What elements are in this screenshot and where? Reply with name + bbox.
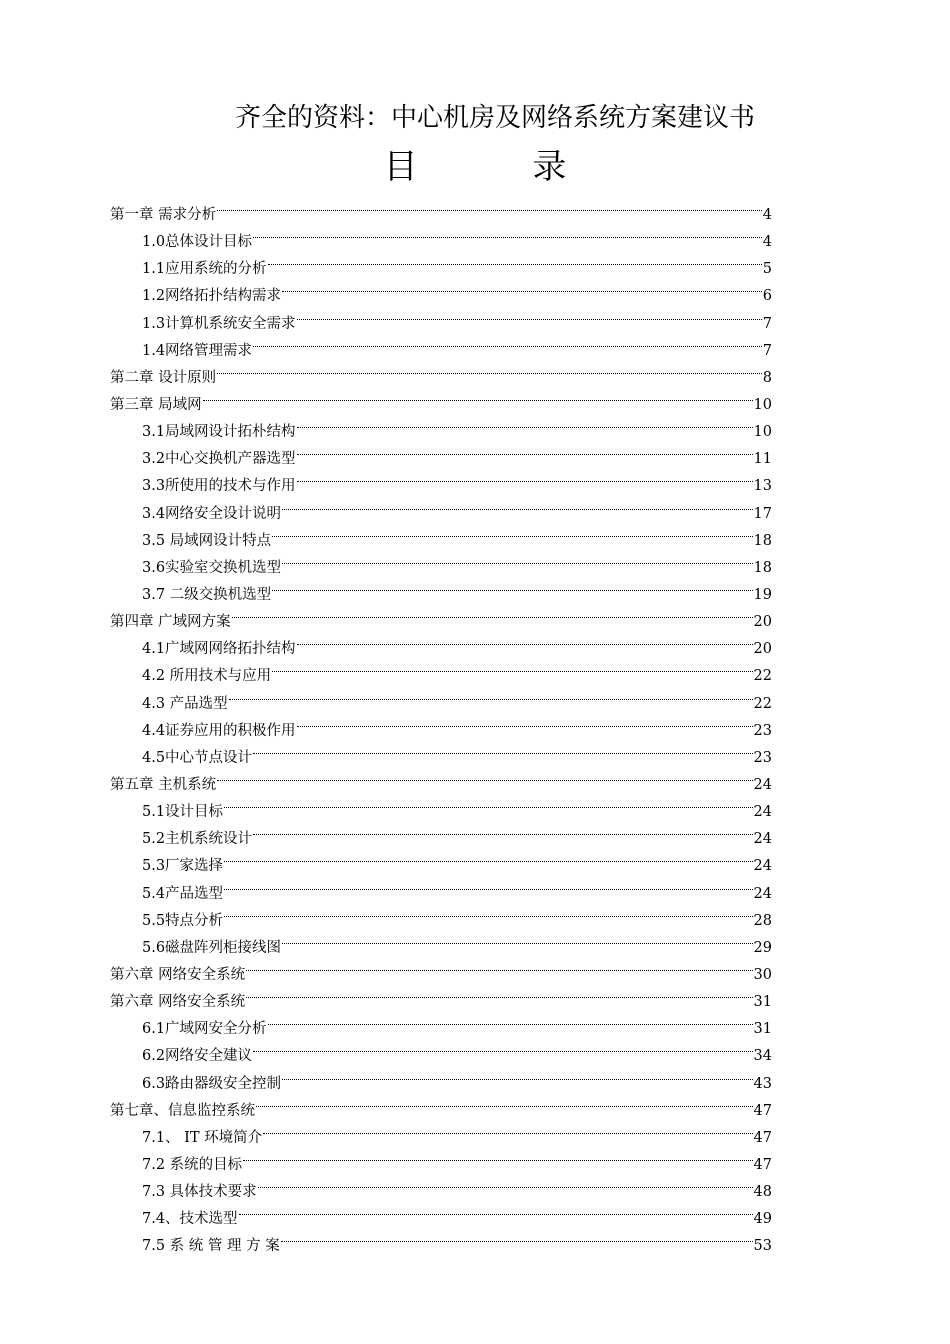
toc-dot-leader bbox=[229, 681, 753, 708]
table-of-contents bbox=[110, 192, 772, 1255]
toc-dot-leader bbox=[246, 979, 752, 1006]
toc-dot-leader bbox=[217, 355, 762, 382]
toc-entry-page: 28 bbox=[753, 912, 772, 929]
toc-entry-page: 10 bbox=[753, 396, 772, 413]
toc-entry-page: 6 bbox=[762, 288, 772, 305]
toc-dot-leader bbox=[253, 219, 762, 246]
toc-entry-label: 5.6磁盘阵列柜接线图 bbox=[142, 939, 282, 956]
toc-entry-label: 7.5 系 统 管 理 方 案 bbox=[142, 1238, 280, 1255]
toc-entry-page: 22 bbox=[753, 695, 772, 712]
toc-dot-leader bbox=[232, 599, 753, 626]
toc-dot-leader bbox=[253, 1033, 752, 1060]
toc-dot-leader bbox=[297, 436, 753, 463]
toc-entry-label: 1.4网络管理需求 bbox=[142, 342, 253, 359]
toc-entry-page: 20 bbox=[753, 641, 772, 658]
toc-entry-page: 7 bbox=[762, 315, 772, 332]
toc-entry-label: 3.5 局域网设计特点 bbox=[142, 532, 272, 549]
toc-entry-label: 3.3所使用的技术与作用 bbox=[142, 478, 296, 495]
toc-entry-label: 第二章 设计原则 bbox=[110, 369, 217, 386]
toc-entry-label: 1.1应用系统的分析 bbox=[142, 261, 267, 278]
toc-entry-page: 24 bbox=[753, 858, 772, 875]
toc-entry-label: 1.2网络拓扑结构需求 bbox=[142, 288, 282, 305]
toc-entry-page: 8 bbox=[762, 369, 772, 386]
toc-entry-label: 1.0总体设计目标 bbox=[142, 234, 253, 251]
toc-entry-label: 4.2 所用技术与应用 bbox=[142, 668, 272, 685]
toc-entry-page: 17 bbox=[753, 505, 772, 522]
toc-dot-leader bbox=[224, 871, 752, 898]
toc-dot-leader bbox=[203, 382, 753, 409]
toc-entry[interactable] bbox=[110, 409, 772, 441]
toc-entry-page: 24 bbox=[753, 885, 772, 902]
toc-entry-page: 20 bbox=[753, 614, 772, 631]
toc-dot-leader bbox=[246, 952, 752, 979]
toc-entry-page: 47 bbox=[753, 1102, 772, 1119]
toc-entry-label: 6.3路由器级安全控制 bbox=[142, 1075, 282, 1092]
toc-entry-page: 18 bbox=[753, 559, 772, 576]
toc-entry-label: 第一章 需求分析 bbox=[110, 207, 217, 223]
toc-dot-leader bbox=[272, 518, 752, 545]
toc-dot-leader bbox=[272, 572, 752, 599]
toc-entry-page: 4 bbox=[762, 234, 772, 251]
toc-entry-page: 30 bbox=[753, 966, 772, 983]
toc-entry-page: 24 bbox=[753, 776, 772, 793]
toc-entry-label: 3.4网络安全设计说明 bbox=[142, 505, 282, 522]
toc-entry-page: 24 bbox=[753, 831, 772, 848]
toc-entry-page: 11 bbox=[753, 451, 772, 468]
toc-entry-page: 13 bbox=[753, 478, 772, 495]
toc-entry-label: 5.4产品选型 bbox=[142, 885, 224, 902]
toc-entry-label: 第四章 广域网方案 bbox=[110, 614, 231, 631]
toc-entry-page: 10 bbox=[753, 424, 772, 441]
toc-dot-leader bbox=[297, 463, 753, 490]
toc-dot-leader bbox=[253, 735, 752, 762]
toc-entry-label: 5.2主机系统设计 bbox=[142, 831, 253, 848]
toc-entry-label: 7.3 具体技术要求 bbox=[142, 1184, 257, 1201]
toc-entry-label: 第五章 主机系统 bbox=[110, 776, 217, 793]
toc-entry-page: 49 bbox=[753, 1211, 772, 1228]
toc-dot-leader bbox=[253, 816, 752, 843]
toc-dot-leader bbox=[297, 626, 753, 653]
toc-dot-leader bbox=[272, 653, 752, 680]
toc-entry-page: 47 bbox=[753, 1156, 772, 1173]
toc-dot-leader bbox=[297, 708, 753, 735]
toc-entry-label: 6.2网络安全建议 bbox=[142, 1048, 253, 1065]
toc-entry-page: 18 bbox=[753, 532, 772, 549]
toc-entry-label: 7.2 系统的目标 bbox=[142, 1156, 243, 1173]
toc-entry-page: 47 bbox=[753, 1129, 772, 1146]
toc-dot-leader bbox=[282, 925, 752, 952]
toc-entry-label: 第三章 局域网 bbox=[110, 396, 202, 413]
toc-dot-leader bbox=[253, 328, 762, 355]
toc-entry-label: 5.5特点分析 bbox=[142, 912, 224, 929]
toc-dot-leader bbox=[217, 762, 752, 789]
toc-entry-label: 3.7 二级交换机选型 bbox=[142, 586, 272, 603]
toc-entry-label: 4.1广域网网络拓扑结构 bbox=[142, 641, 296, 658]
toc-dot-leader bbox=[263, 1115, 752, 1142]
toc-entry-label: 5.1设计目标 bbox=[142, 804, 224, 821]
toc-dot-leader bbox=[239, 1196, 753, 1223]
toc-entry-page: 22 bbox=[753, 668, 772, 685]
toc-dot-leader bbox=[268, 246, 762, 273]
toc-entry-label: 7.4、技术选型 bbox=[142, 1211, 238, 1228]
toc-entry-page: 31 bbox=[753, 994, 772, 1011]
toc-entry-page: 31 bbox=[753, 1021, 772, 1038]
toc-entry-page: 24 bbox=[753, 804, 772, 821]
document-title: 齐全的资料：中心机房及网络系统方案建议书 bbox=[234, 103, 755, 133]
toc-entry-label: 7.1、 IT 环境简介 bbox=[142, 1129, 263, 1146]
toc-dot-leader bbox=[256, 1088, 753, 1115]
toc-entry-label: 第六章 网络安全系统 bbox=[110, 966, 246, 983]
toc-entry-page: 23 bbox=[753, 749, 772, 766]
toc-entry-label: 1.3计算机系统安全需求 bbox=[142, 315, 296, 332]
toc-dot-leader bbox=[281, 1223, 753, 1250]
toc-dot-leader bbox=[282, 273, 762, 300]
toc-entry-page: 23 bbox=[753, 722, 772, 739]
toc-entry-page: 43 bbox=[753, 1075, 772, 1092]
toc-entry-label: 3.1局域网设计拓朴结构 bbox=[142, 424, 296, 441]
toc-dot-leader bbox=[297, 409, 753, 436]
toc-entry-page: 4 bbox=[762, 207, 772, 223]
toc-entry[interactable] bbox=[110, 382, 772, 413]
toc-entry-label: 第六章 网络安全系统 bbox=[110, 994, 246, 1011]
toc-entry-page: 34 bbox=[753, 1048, 772, 1065]
toc-entry-label: 第七章、信息监控系统 bbox=[110, 1102, 255, 1119]
toc-dot-leader bbox=[282, 491, 752, 518]
toc-dot-leader bbox=[243, 1142, 752, 1169]
toc-entry-label: 3.2中心交换机产器选型 bbox=[142, 451, 296, 468]
toc-dot-leader bbox=[224, 898, 752, 925]
toc-entry[interactable] bbox=[110, 192, 772, 223]
toc-entry-page: 5 bbox=[762, 261, 772, 278]
toc-entry-label: 5.3厂家选择 bbox=[142, 858, 224, 875]
toc-entry-label: 4.5中心节点设计 bbox=[142, 749, 253, 766]
toc-entry-page: 53 bbox=[753, 1238, 772, 1255]
toc-dot-leader bbox=[217, 192, 762, 219]
toc-entry-page: 29 bbox=[753, 939, 772, 956]
toc-entry-label: 4.3 产品选型 bbox=[142, 695, 228, 712]
toc-entry-page: 7 bbox=[762, 342, 772, 359]
toc-dot-leader bbox=[282, 545, 752, 572]
toc-dot-leader bbox=[224, 843, 752, 870]
toc-heading: 目 录 bbox=[383, 147, 619, 187]
toc-entry-label: 3.6实验室交换机选型 bbox=[142, 559, 282, 576]
toc-dot-leader bbox=[258, 1169, 753, 1196]
toc-entry-label: 4.4证券应用的积极作用 bbox=[142, 722, 296, 739]
toc-entry-page: 19 bbox=[753, 586, 772, 603]
toc-entry-page: 48 bbox=[753, 1184, 772, 1201]
toc-entry-label: 6.1广域网安全分析 bbox=[142, 1021, 267, 1038]
toc-dot-leader bbox=[282, 1061, 752, 1088]
toc-dot-leader bbox=[224, 789, 752, 816]
toc-dot-leader bbox=[297, 301, 762, 328]
toc-dot-leader bbox=[268, 1006, 753, 1033]
